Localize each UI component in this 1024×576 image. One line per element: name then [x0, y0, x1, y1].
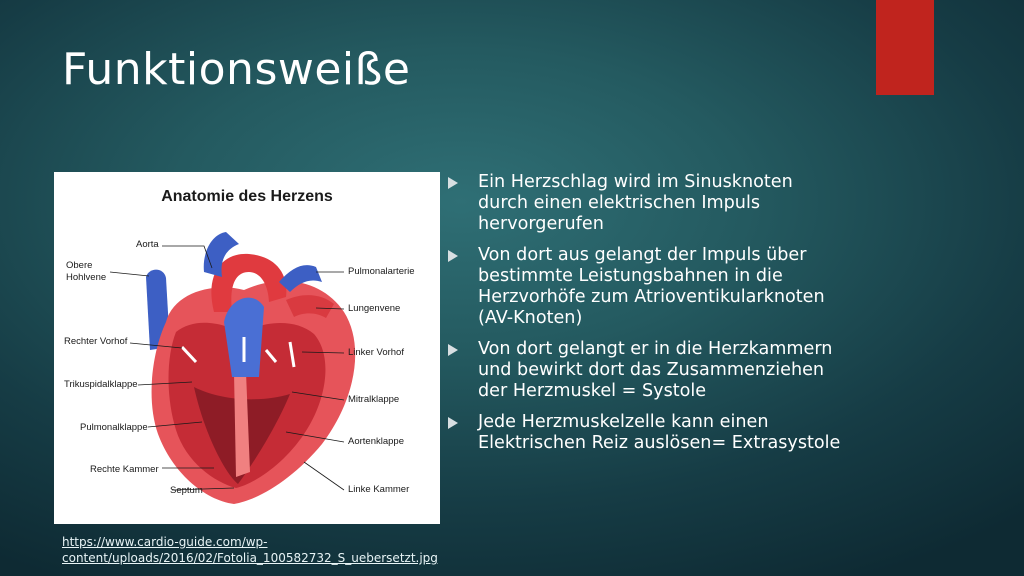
source-link-line-2[interactable]: content/uploads/2016/02/Fotolia_100582732_S_uebersetzt.jpg [62, 551, 438, 565]
triangle-bullet-icon [448, 177, 458, 189]
triangle-bullet-icon [448, 344, 458, 356]
source-link-line-1[interactable]: https://www.cardio-guide.com/wp- [62, 535, 268, 549]
label-linke-kammer: Linke Kammer [348, 484, 410, 495]
triangle-bullet-icon [448, 250, 458, 262]
bullet-text: Von dort gelangt er in die Herzkammern und bewirkt dort das Zusammenziehen der Herzmuskel = Systole [478, 339, 833, 401]
source-link[interactable] [62, 534, 438, 566]
label-pulmonalklappe: Pulmonalklappe [80, 422, 148, 433]
label-trikuspidalklappe: Trikuspidalklappe [64, 379, 138, 390]
label-septum: Septum [170, 485, 203, 496]
label-obere-hohlvene-2: Hohlvene [66, 272, 107, 283]
bullet-item [448, 172, 848, 235]
bullet-text: Ein Herzschlag wird im Sinusknoten durch einen elektrischen Impuls hervorgerufen [478, 172, 793, 234]
figure-title: Anatomie des Herzens [161, 188, 333, 205]
label-rechte-kammer: Rechte Kammer [90, 464, 159, 475]
triangle-bullet-icon [448, 417, 458, 429]
bullet-item [448, 412, 848, 454]
label-lungenvene: Lungenvene [348, 303, 401, 314]
heart-anatomy-figure [54, 172, 440, 524]
label-aortenklappe: Aortenklappe [348, 436, 404, 447]
bullet-text: Jede Herzmuskelzelle kann einen Elektrischen Reiz auslösen= Extrasystole [478, 412, 841, 453]
label-pulmonalarterie: Pulmonalarterie [348, 266, 415, 277]
bullet-list [448, 172, 848, 464]
bullet-text: Von dort aus gelangt der Impuls über bestimmte Leistungsbahnen in die Herzvorhöfe zum Atrioventikularknoten (AV-Knoten) [478, 245, 825, 328]
label-linker-vorhof: Linker Vorhof [348, 347, 404, 358]
bullet-item [448, 245, 848, 329]
slide-title: Funktionsweiße [62, 44, 411, 95]
red-accent-bar [876, 0, 934, 95]
label-obere-hohlvene-1: Obere [66, 260, 93, 271]
label-rechter-vorhof: Rechter Vorhof [64, 336, 128, 347]
bullet-item [448, 339, 848, 402]
label-mitralklappe: Mitralklappe [348, 394, 400, 405]
label-aorta: Aorta [136, 239, 159, 250]
